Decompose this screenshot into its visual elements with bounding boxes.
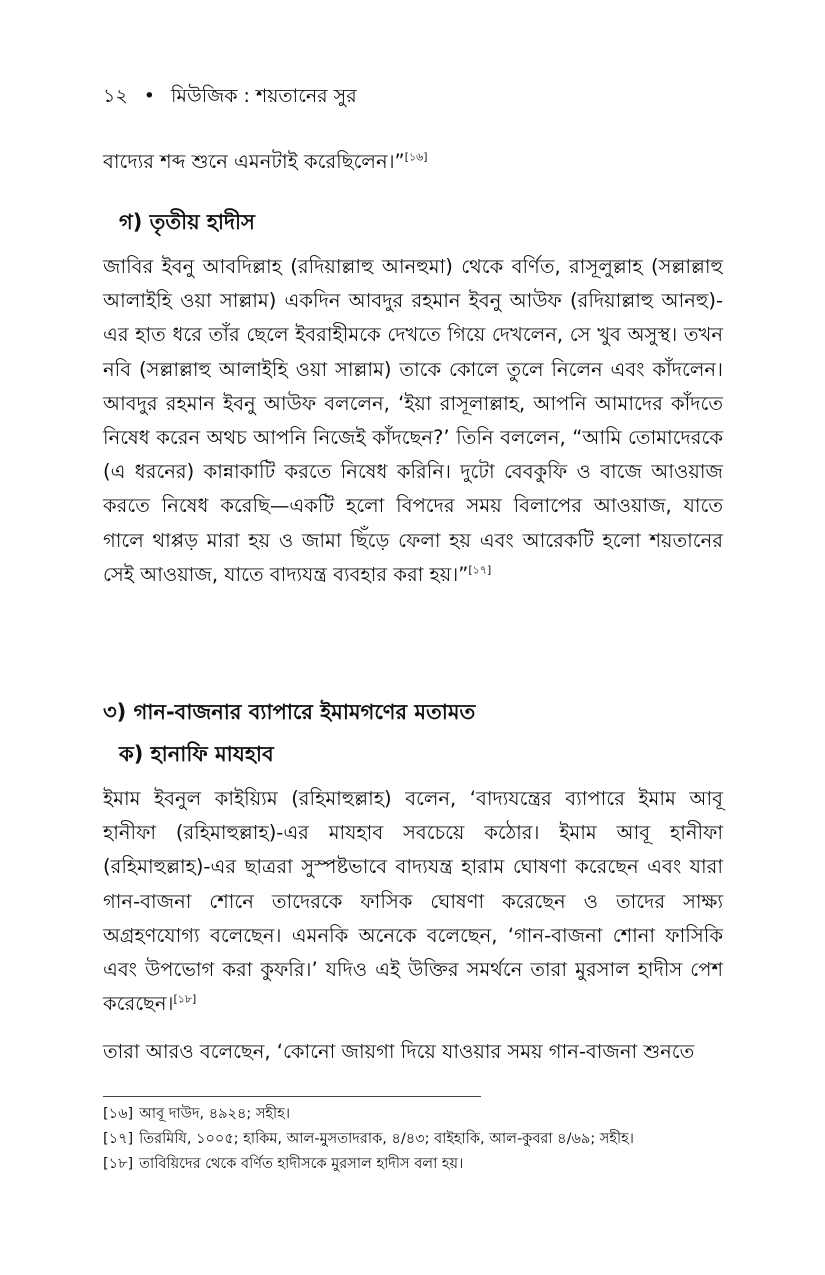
section-ka-heading	[119, 738, 739, 773]
footnote	[103, 1153, 723, 1177]
footnote-text: তিরমিযি, ১০০৫; হাকিম, আল-মুসতাদরাক, ৪/৪৩; বাইহাকি, আল-কুবরা ৪/৬৯; সহীহ।	[139, 1131, 634, 1147]
heading-third-hadith: গ) তৃতীয় হাদীস	[119, 210, 255, 234]
footnote	[103, 1128, 723, 1152]
header-bullet: •	[143, 85, 155, 107]
hanafi-text-continued: তারা আরও বলেছেন, ‘কোনো জায়গা দিয়ে যাওয়ার সময় গান-বাজনা শুনতে	[103, 1040, 695, 1063]
section-ga-paragraph	[103, 250, 723, 592]
section-3-heading	[103, 696, 723, 731]
section-ka-paragraph-2	[103, 1035, 723, 1069]
hanafi-text: ইমাম ইবনুল কাইয়্যিম (রহিমাহুল্লাহ) বলেন, ‘বাদ্যযন্ত্রের ব্যাপারে ইমাম আবূ হানীফা (রহিমাহুল্লাহ)-এর মাযহাব সবচেয়ে কঠোর। ইমাম আবূ হানীফা (রহিমাহুল্লাহ)-এর ছাত্ররা সুস্পষ্টভাবে বাদ্যযন্ত্র হারাম ঘোষণা করেছেন এবং যারা গান-বাজনা শোনে তাদেরকে ফাসিক ঘোষণা করেছেন ও তাদের সাক্ষ্য অগ্রহণযোগ্য বলেছেন। এমনকি অনেকে বলেছেন, ‘গান-বাজনা শোনা ফাসিকি এবং উপভোগ করা কুফরি।’ যদিও এই উক্তির সমর্থনে তারা মুরসাল হাদীস পেশ করেছেন।	[103, 787, 723, 1016]
footnote-text: তাবিয়িদের থেকে বর্ণিত হাদীসকে মুরসাল হাদীস বলা হয়।	[139, 1156, 464, 1172]
page-number: ১২	[103, 85, 128, 107]
section-ga-heading	[119, 206, 739, 241]
footnote-number: [১৮]	[103, 1156, 134, 1172]
footnote-text: আবূ দাউদ, ৪৯২৪; সহীহ।	[139, 1106, 290, 1122]
footnote-ref-17: [১৭]	[468, 563, 492, 577]
hadith-text: জাবির ইবনু আবদিল্লাহ (রদিয়াল্লাহু আনহুমা) থেকে বর্ণিত, রাসূলুল্লাহ (সল্লাল্লাহু আলাইহি ওয়া সাল্লাম) একদিন আবদুর রহমান ইবনু আউফ (রদিয়াল্লাহু আনহু)-এর হাত ধরে তাঁর ছেলে ইবরাহীমকে দেখতে গিয়ে দেখলেন, সে খুব অসুস্থ। তখন নবি (সল্লাল্লাহু আলাইহি ওয়া সাল্লাম) তাকে কোলে তুলে নিলেন এবং কাঁদলেন। আবদুর রহমান ইবনু আউফ বললেন, ‘ইয়া রাসূলাল্লাহ, আপনি আমাদের কাঁদতে নিষেধ করেন অথচ আপনি নিজেই কাঁদছেন?’ তিনি বললেন, “আমি তোমাদেরকে (এ ধরনের) কান্নাকাটি করতে নিষেধ করিনি। দুটো বেবকুফি ও বাজে আওয়াজ করতে নিষেধ করেছি—একটি হলো বিপদের সময় বিলাপের আওয়াজ, যাতে গালে থাপ্পড় মারা হয় ও জামা ছিঁড়ে ফেলা হয় এবং আরেকটি হলো শয়তানের সেই আওয়াজ, যাতে বাদ্যযন্ত্র ব্যবহার করা হয়।”	[103, 255, 723, 586]
footnote-ref-18: [১৮]	[173, 992, 197, 1006]
footnote-number: [১৭]	[103, 1131, 134, 1147]
intro-paragraph	[103, 145, 723, 179]
intro-text: বাদ্যের শব্দ শুনে এমনটাই করেছিলেন।”	[103, 150, 405, 173]
heading-imams-opinions: ৩) গান-বাজনার ব্যাপারে ইমামগণের মতামত	[103, 700, 476, 724]
footnote	[103, 1103, 723, 1127]
running-header	[103, 82, 357, 114]
footnote-divider	[103, 1096, 481, 1097]
heading-hanafi: ক) হানাফি মাযহাব	[119, 742, 274, 766]
section-ka-paragraph	[103, 782, 723, 1021]
running-title: মিউজিক : শয়তানের সুর	[171, 85, 357, 107]
footnote-number: [১৬]	[103, 1106, 134, 1122]
footnote-ref-16: [১৬]	[404, 150, 428, 164]
